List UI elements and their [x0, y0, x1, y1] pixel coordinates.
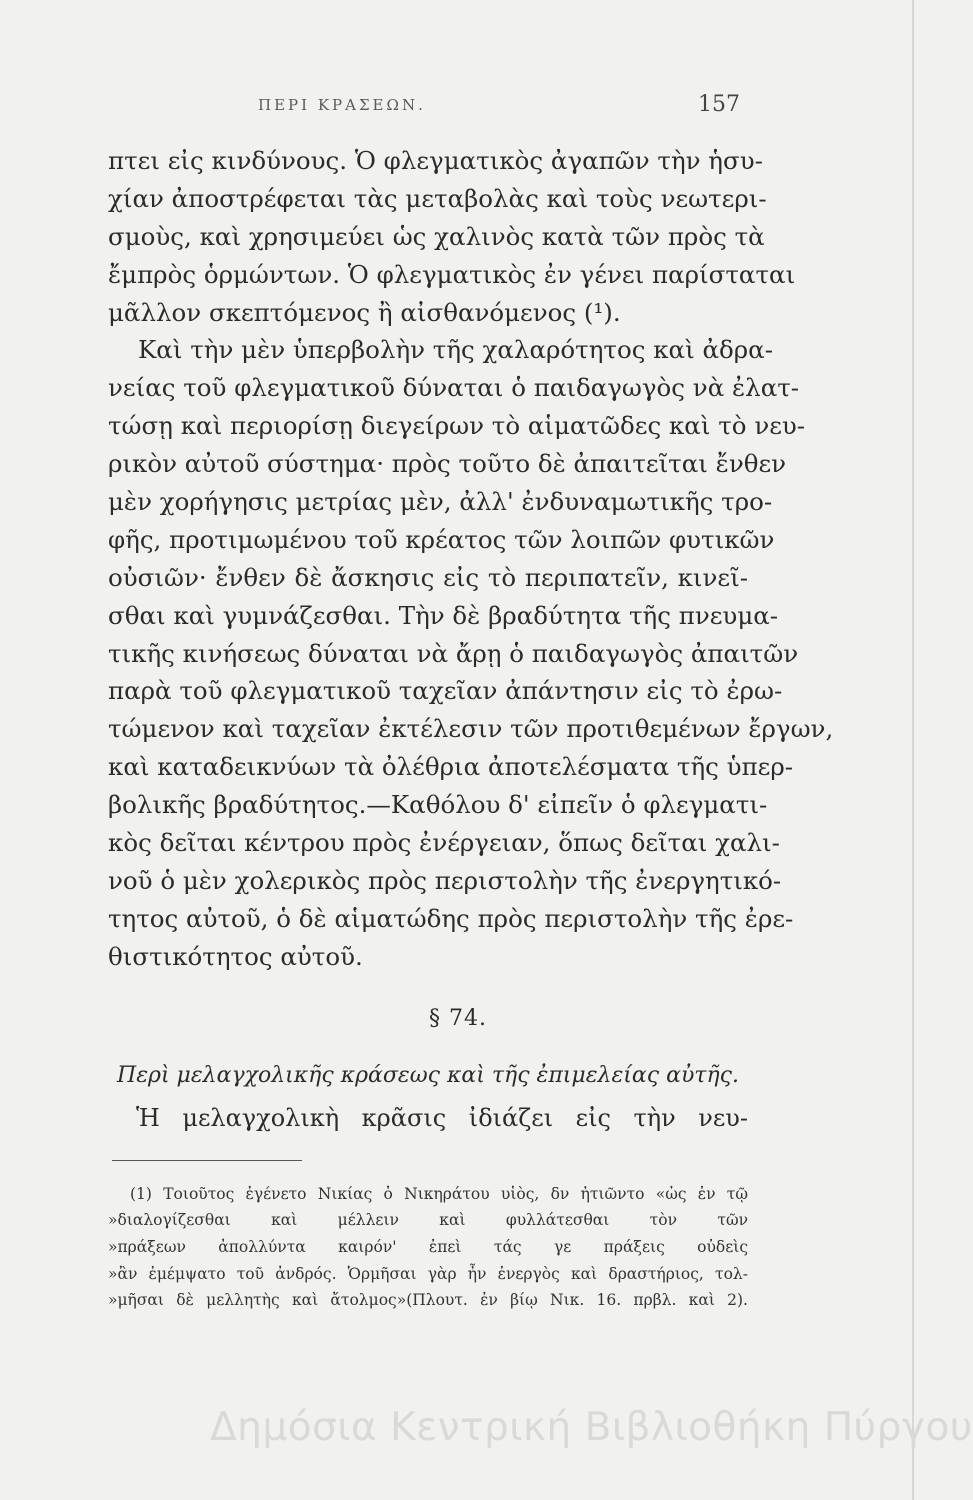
text-line: σθαι καὶ γυμνάζεσθαι. Τὴν δὲ βραδύτητα τῆς πνευμα-: [108, 600, 779, 630]
text-line: φῆς, προτιμωμένου τοῦ κρέατος τῶν λοιπῶν φυτικῶν: [108, 524, 775, 554]
text-line: νείας τοῦ φλεγματικοῦ δύναται ὁ παιδαγωγὸς νὰ ἐλατ-: [108, 373, 800, 403]
text-line: βολικῆς βραδύτητος.—Καθόλου δ' εἰπεῖν ὁ φλεγματι-: [108, 790, 768, 820]
text-line: τώμενον καὶ ταχεῖαν ἐκτέλεσιν τῶν προτιθεμένων ἔργων,: [108, 714, 834, 744]
text-line: τητος αὐτοῦ, ὁ δὲ αἱματώδης πρὸς περιστολὴν τῆς ἐρε-: [108, 903, 794, 933]
footnote-line: »ἂν ἐμέμψατο τοῦ ἀνδρός. Ὁρμῆσαι γὰρ ἦν ἐνεργὸς καὶ δραστήριος, τολ-: [108, 1264, 748, 1283]
page-number: 157: [698, 92, 740, 117]
page-header: [108, 88, 748, 124]
footnote-divider: [112, 1160, 302, 1161]
section-opening-line: Ἡ μελαγχολικὴ κρᾶσις ἰδιάζει εἰς τὴν νευ-: [136, 1103, 748, 1132]
footnote-line: »διαλογίζεσθαι καὶ μέλλειν καὶ φυλλάτεσθαι τὸν τῶν: [108, 1211, 748, 1230]
text-line: οὐσιῶν· ἔνθεν δὲ ἄσκησις εἰς τὸ περιπατεῖν, κινεῖ-: [108, 562, 748, 592]
footnote: [108, 1181, 748, 1314]
running-head: ΠΕΡΙ ΚΡΑΣΕΩΝ.: [258, 96, 426, 114]
text-line: σμοὺς, καὶ χρησιμεύει ὡς χαλινὸς κατὰ τῶν πρὸς τὰ: [108, 221, 765, 251]
text-line: παρὰ τοῦ φλεγματικοῦ ταχεῖαν ἀπάντησιν εἰς τὸ ἐρω-: [108, 676, 783, 706]
text-line: κὸς δεῖται κέντρου πρὸς ἐνέργειαν, ὅπως δεῖται χαλι-: [108, 828, 780, 858]
text-line: μὲν χορήγησις μετρίας μὲν, ἀλλ' ἐνδυναμωτικῆς τρο-: [108, 487, 773, 517]
text-line: χίαν ἀποστρέφεται τὰς μεταβολὰς καὶ τοὺς νεωτερι-: [108, 183, 767, 213]
book-page: [108, 88, 834, 1378]
text-line: θιστικότητος αὐτοῦ.: [108, 941, 363, 971]
text-line: νοῦ ὁ μὲν χολερικὸς πρὸς περιστολὴν τῆς ἐνεργητικό-: [108, 865, 782, 895]
footnote-line: »μῆσαι δὲ μελλητὴς καὶ ἄτολμος»(Πλουτ. ἐν βίῳ Νικ. 16. πρβλ. καὶ 2).: [108, 1291, 748, 1310]
text-line: τώσῃ καὶ περιορίσῃ διεγείρων τὸ αἱματῶδες καὶ τὸ νευ-: [108, 411, 806, 441]
text-line: πτει εἰς κινδύνους. Ὁ φλεγματικὸς ἀγαπῶν τὴν ἡσυ-: [108, 146, 763, 175]
library-watermark: Δημόσια Κεντρική Βιβλιοθήκη Πύργου: [210, 1405, 973, 1450]
section-number: § 74.: [429, 1005, 487, 1031]
page-edge-line: [912, 0, 914, 1500]
text-line: καὶ καταδεικνύων τὰ ὀλέθρια ἀποτελέσματα τῆς ὑπερ-: [108, 752, 794, 782]
text-line: μᾶλλον σκεπτόμενος ἢ αἰσθανόμενος (¹).: [108, 297, 621, 327]
section-title: Περὶ μελαγχολικῆς κράσεως καὶ τῆς ἐπιμελείας αὐτῆς.: [117, 1062, 739, 1088]
text-line: ρικὸν αὐτοῦ σύστημα· πρὸς τοῦτο δὲ ἀπαιτεῖται ἔνθεν: [108, 449, 787, 479]
footnote-line: (1) Τοιοῦτος ἐγένετο Νικίας ὁ Νικηράτου υἱὸς, δν ἠτιῶντο «ὡς ἐν τῷ: [130, 1184, 748, 1203]
text-line: ἔμπρὸς ὁρμώντων. Ὁ φλεγματικὸς ἐν γένει παρίσταται: [108, 259, 796, 289]
footnote-line: »πράξεων ἀπολλύντα καιρόν' ἐπεὶ τάς γε πράξεις οὐδεὶς: [108, 1237, 748, 1256]
body-text: [108, 142, 834, 976]
text-line: τικῆς κινήσεως δύναται νὰ ἄρῃ ὁ παιδαγωγὸς ἀπαιτῶν: [108, 638, 799, 668]
text-line: Καὶ τὴν μὲν ὑπερβολὴν τῆς χαλαρότητος καὶ ἀδρα-: [138, 335, 773, 365]
